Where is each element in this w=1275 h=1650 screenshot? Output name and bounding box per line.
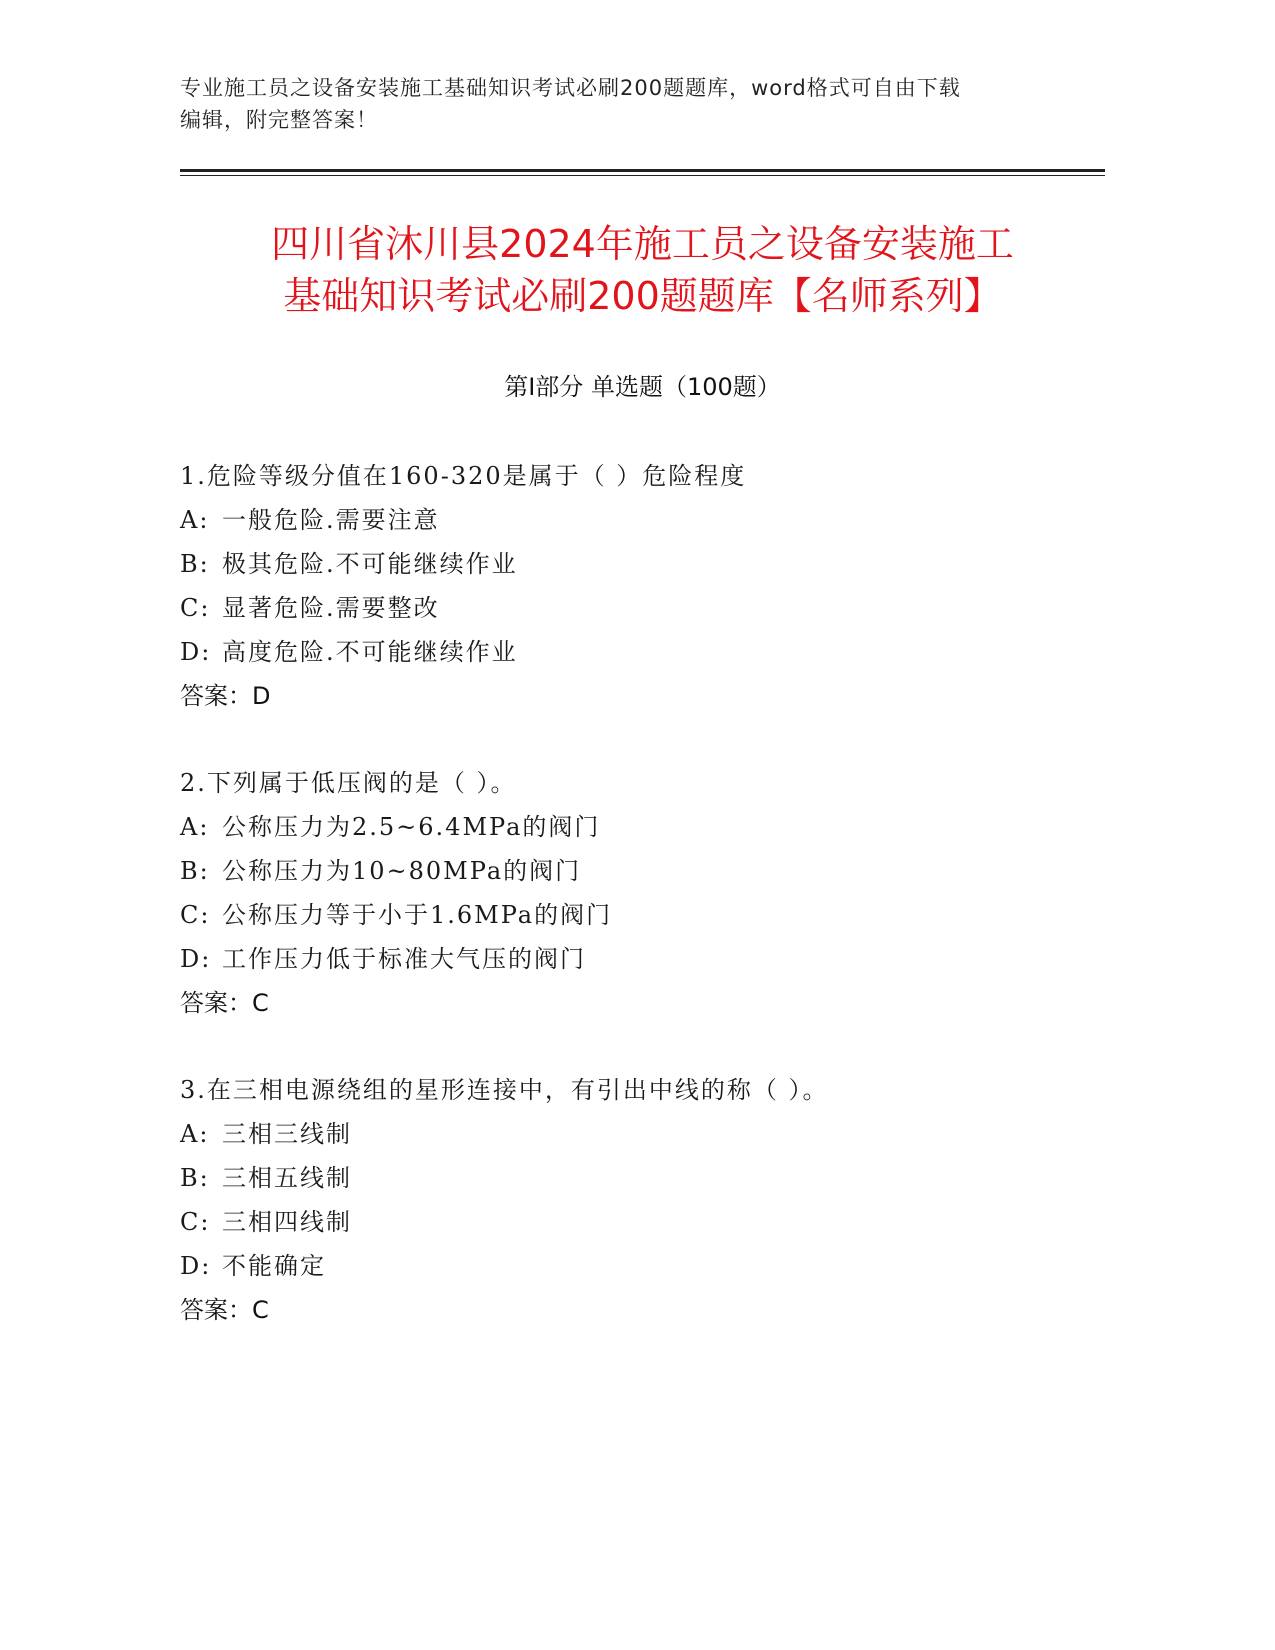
option-b: [180, 849, 1105, 893]
question-list: [180, 454, 1105, 1375]
option-text: 一般危险.需要注意: [222, 506, 440, 534]
option-d: [180, 1244, 1105, 1288]
option-key: D:: [180, 945, 212, 973]
header-note-line2: 编辑，附完整答案！: [180, 108, 378, 132]
section-title: 第Ⅰ部分 单选题（100题）: [504, 373, 781, 401]
question-stem: 3.在三相电源绕组的星形连接中，有引出中线的称（ ）。: [180, 1076, 829, 1104]
option-text: 高度危险.不可能继续作业: [222, 638, 518, 666]
question-stem: 1.危险等级分值在160-320是属于（ ）危险程度: [180, 462, 747, 490]
answer: 答案：C: [180, 1296, 269, 1324]
document-title-line2: 基础知识考试必刷200题题库【名师系列】: [283, 274, 1002, 318]
header-note-line1: 专业施工员之设备安装施工基础知识考试必刷200题题库，word格式可自由下载: [180, 76, 961, 100]
option-key: D:: [180, 1252, 212, 1280]
option-key: D:: [180, 638, 212, 666]
option-key: A:: [180, 813, 210, 841]
option-key: B:: [180, 857, 210, 885]
option-a: [180, 1112, 1105, 1156]
option-text: 公称压力为2.5~6.4MPa的阀门: [222, 813, 601, 841]
option-b: [180, 542, 1105, 586]
option-text: 显著危险.需要整改: [222, 594, 440, 622]
option-key: C:: [180, 594, 211, 622]
document-title: [180, 218, 1105, 322]
answer: 答案：D: [180, 682, 271, 710]
option-text: 工作压力低于标准大气压的阀门: [222, 945, 586, 973]
option-key: A:: [180, 1120, 210, 1148]
question-3: [180, 1068, 1105, 1332]
option-key: C:: [180, 1208, 211, 1236]
question-2: [180, 761, 1105, 1025]
option-c: [180, 893, 1105, 937]
option-a: [180, 498, 1105, 542]
option-text: 极其危险.不可能继续作业: [222, 550, 518, 578]
answer: 答案：C: [180, 989, 269, 1017]
header-divider-thick: [180, 169, 1105, 172]
option-text: 三相四线制: [222, 1208, 352, 1236]
option-text: 公称压力为10~80MPa的阀门: [222, 857, 582, 885]
option-key: B:: [180, 550, 210, 578]
option-b: [180, 1156, 1105, 1200]
option-d: [180, 630, 1105, 674]
option-a: [180, 805, 1105, 849]
option-text: 三相三线制: [222, 1120, 352, 1148]
option-key: A:: [180, 506, 210, 534]
option-c: [180, 586, 1105, 630]
option-key: C:: [180, 901, 211, 929]
header-divider-thin: [180, 175, 1105, 176]
option-d: [180, 937, 1105, 981]
option-text: 公称压力等于小于1.6MPa的阀门: [222, 901, 613, 929]
header-note: [180, 72, 1060, 136]
option-c: [180, 1200, 1105, 1244]
question-1: [180, 454, 1105, 718]
question-stem: 2.下列属于低压阀的是（ ）。: [180, 769, 517, 797]
option-key: B:: [180, 1164, 210, 1192]
document-title-line1: 四川省沐川县2024年施工员之设备安装施工: [271, 222, 1014, 266]
option-text: 不能确定: [222, 1252, 326, 1280]
option-text: 三相五线制: [222, 1164, 352, 1192]
